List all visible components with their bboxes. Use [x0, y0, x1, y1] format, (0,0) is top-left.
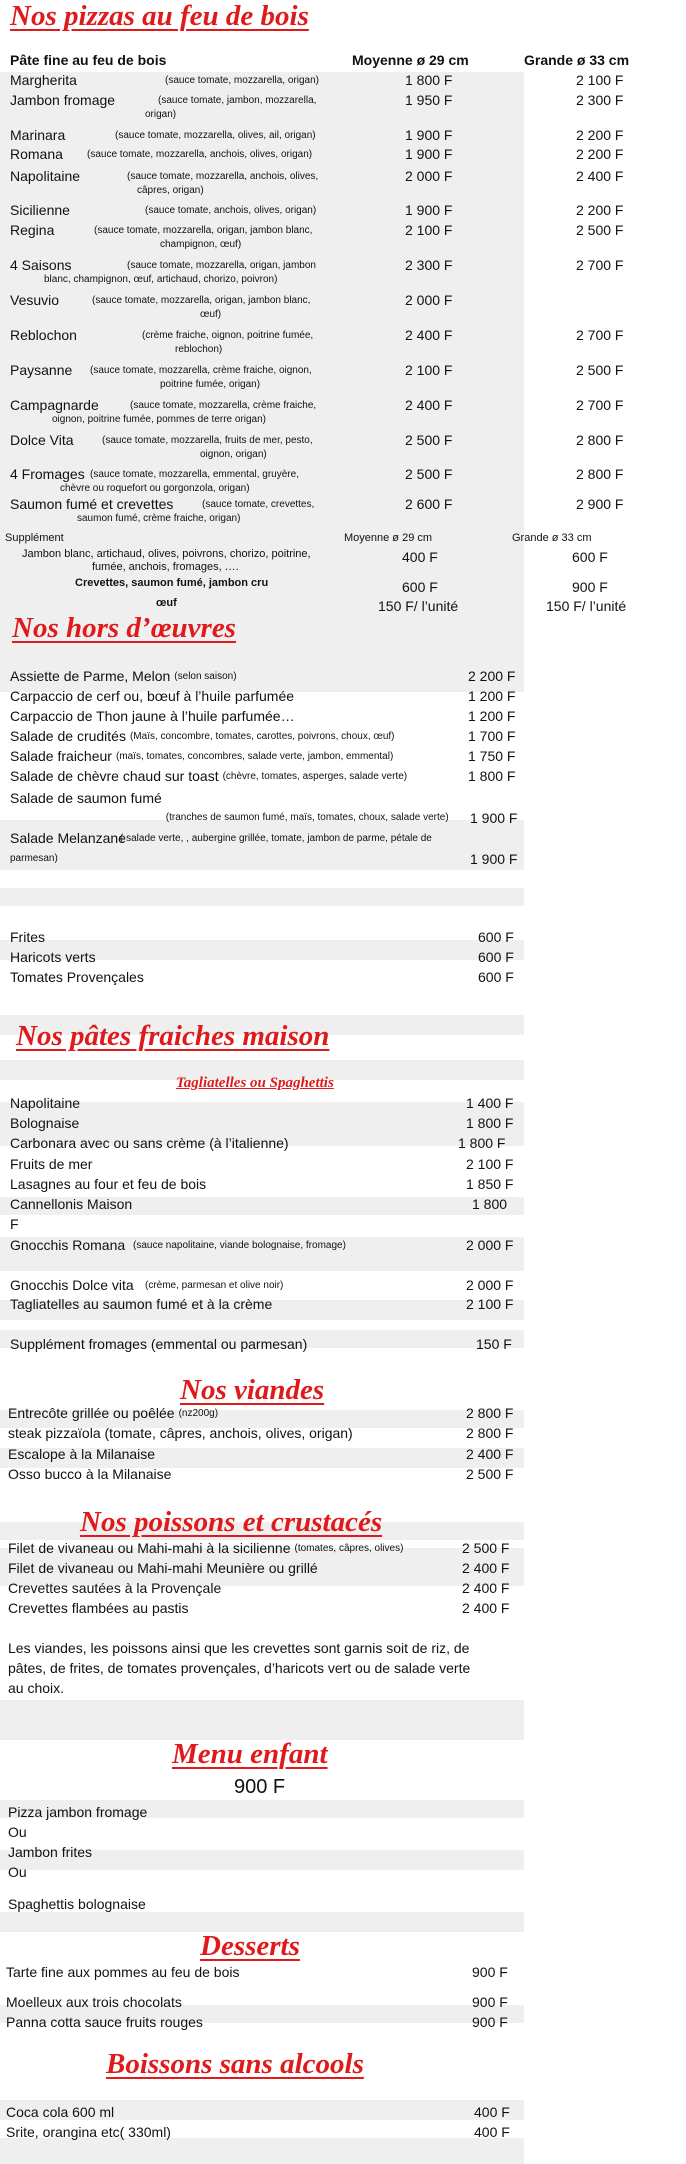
pizza-name: Sicilienne [10, 202, 70, 218]
meat-name: Osso bucco à la Milanaise [8, 1466, 172, 1482]
starter-description: (selon saison) [174, 671, 237, 682]
starter-name: Salade Melanzane [10, 830, 126, 846]
dessert-price: 900 F [472, 1994, 508, 2010]
pizza-name: Romana [10, 146, 63, 162]
starter-name: Carpaccio de cerf ou, bœuf à l’huile parfumée [10, 688, 295, 704]
dessert-name: Moelleux aux trois chocolats [6, 1994, 182, 2010]
side-price: 600 F [478, 929, 514, 945]
starter-name: Salade fraicheur [10, 748, 112, 764]
pasta-name: Tagliatelles au saumon fumé et à la crème [10, 1296, 273, 1312]
kids-option: Spaghettis bolognaise [8, 1896, 146, 1912]
pasta-title: Nos pâtes fraiches maison [16, 1020, 330, 1052]
dessert-price: 900 F [472, 1964, 508, 1980]
pasta-price: 1 800 F [466, 1115, 514, 1131]
desserts-title: Desserts [200, 1930, 300, 1962]
starter-name: Salade de chèvre chaud sur toast [10, 768, 219, 784]
pizza-name: Margherita [10, 72, 77, 88]
pasta-price: 1 800 F [458, 1135, 506, 1151]
supplement-price-large: 150 F/ l’unité [546, 598, 627, 614]
pizzas-column-name: Pâte fine au feu de bois [10, 52, 167, 68]
fish-name: Filet de vivaneau ou Mahi-mahi à la sicilienne [8, 1540, 291, 1556]
starter-price: 1 900 F [470, 851, 518, 867]
starter-price: 1 700 F [468, 728, 516, 744]
pizza-description: (sauce tomate, mozzarella, fruits de mer, pesto, [102, 435, 313, 446]
meat-price: 2 800 F [466, 1425, 514, 1441]
pasta-name: Carbonara avec ou sans crème (à l’italienne) [10, 1135, 289, 1151]
row-band [0, 1912, 524, 1932]
pizza-description: (sauce tomate, anchois, olives, origan) [145, 205, 317, 216]
dessert-name: Tarte fine aux pommes au feu de bois [6, 1964, 240, 1980]
fish-price: 2 400 F [462, 1560, 510, 1576]
pizza-price-medium: 1 900 F [405, 202, 453, 218]
pizza-description: chèvre ou roquefort ou gorgonzola, origan) [60, 483, 250, 494]
pizza-description: (sauce tomate, mozzarella, olives, ail, origan) [115, 130, 316, 141]
pizza-description: (sauce tomate, mozzarella, origan, jambon blanc, [94, 225, 313, 236]
pizza-description: (sauce tomate, mozzarella, origan) [165, 75, 319, 86]
pizza-description: (sauce tomate, mozzarella, origan, jambon [127, 260, 316, 271]
pizza-price-large: 2 700 F [576, 327, 624, 343]
pasta-subtitle: Tagliatelles ou Spaghettis [176, 1075, 334, 1091]
pizza-price-large: 2 500 F [576, 222, 624, 238]
pizza-description: oignon, origan) [200, 449, 267, 460]
pizza-price-medium: 2 400 F [405, 397, 453, 413]
pizza-description: reblochon) [175, 344, 223, 355]
pizza-name: Jambon fromage [10, 92, 116, 108]
side-price: 600 F [478, 949, 514, 965]
pizza-description: (sauce tomate, crevettes, [202, 499, 315, 510]
pizza-price-large: 2 300 F [576, 92, 624, 108]
pizza-price-medium: 2 000 F [405, 292, 453, 308]
fish-price: 2 400 F [462, 1600, 510, 1616]
pizza-price-large: 2 900 F [576, 496, 624, 512]
garnish-note: au choix. [8, 1680, 65, 1696]
pizza-price-medium: 2 500 F [405, 466, 453, 482]
pasta-name: Cannellonis Maison [10, 1196, 133, 1212]
pizza-name: Marinara [10, 127, 66, 143]
pasta-name: Gnocchis Romana [10, 1237, 126, 1253]
fish-price: 2 400 F [462, 1580, 510, 1596]
pizzas-column-large: Grande ø 33 cm [524, 52, 630, 68]
pasta-price: 2 000 F [466, 1237, 514, 1253]
pizza-description: (sauce tomate, jambon, mozzarella, [158, 95, 317, 106]
pizza-price-large: 2 200 F [576, 127, 624, 143]
supplement-price-medium: 400 F [402, 549, 438, 565]
pasta-name: Fruits de mer [10, 1156, 93, 1172]
pizza-description: champignon, œuf) [160, 239, 242, 250]
meat-name: Escalope à la Milanaise [8, 1446, 156, 1462]
pasta-price-suffix: F [10, 1216, 19, 1232]
kids-option: Ou [8, 1864, 27, 1880]
meats-title: Nos viandes [180, 1374, 325, 1406]
meat-price: 2 800 F [466, 1405, 514, 1421]
pizza-price-large: 2 800 F [576, 432, 624, 448]
pizza-description: (sauce tomate, mozzarella, origan, jambon blanc, [92, 295, 311, 306]
pizza-price-medium: 1 950 F [405, 92, 453, 108]
pasta-description: (sauce napolitaine, viande bolognaise, fromage) [133, 1240, 346, 1251]
starter-name: Salade de saumon fumé [10, 790, 162, 806]
fish-name: Crevettes sautées à la Provençale [8, 1580, 222, 1596]
pasta-name: Gnocchis Dolce vita [10, 1277, 134, 1293]
pizza-description: poitrine fumée, origan) [160, 379, 261, 390]
pizza-description: (sauce tomate, mozzarella, crème fraiche, oignon, [90, 365, 312, 376]
starter-name: Carpaccio de Thon jaune à l’huile parfumée… [10, 708, 295, 724]
supplement-price-medium: 600 F [402, 579, 438, 595]
side-price: 600 F [478, 969, 514, 985]
pizza-description: (sauce tomate, mozzarella, anchois, olives, origan) [87, 149, 313, 160]
pizza-price-medium: 2 300 F [405, 257, 453, 273]
pizza-description: origan) [145, 109, 177, 120]
pasta-description: (crème, parmesan et olive noir) [145, 1280, 284, 1291]
pizza-price-large: 2 700 F [576, 257, 624, 273]
side-name: Tomates Provençales [10, 969, 144, 985]
pasta-price: 1 800 [472, 1196, 508, 1212]
pizza-name: 4 Fromages [10, 466, 85, 482]
pasta-price: 150 F [476, 1336, 512, 1352]
row-band [0, 888, 524, 906]
starter-name: Salade de crudités [10, 728, 126, 744]
supplement-item-line1: Crevettes, saumon fumé, jambon cru [75, 577, 269, 589]
supplement-price-medium: 150 F/ l’unité [378, 598, 459, 614]
meat-price: 2 500 F [466, 1466, 514, 1482]
pasta-price: 1 850 F [466, 1176, 514, 1192]
dessert-price: 900 F [472, 2014, 508, 2030]
pizza-price-large: 2 200 F [576, 202, 624, 218]
pizza-description: oignon, poitrine fumée, pommes de terre origan) [52, 414, 267, 425]
pizza-name: Reblochon [10, 327, 77, 343]
starter-price: 1 200 F [468, 688, 516, 704]
drinks-title: Boissons sans alcools [106, 2048, 364, 2080]
pasta-name: Napolitaine [10, 1095, 81, 1111]
pizza-description: câpres, origan) [137, 185, 204, 196]
row-band [0, 2138, 524, 2164]
kids-option: Pizza jambon fromage [8, 1804, 148, 1820]
starter-description: parmesan) [10, 853, 58, 864]
supplement-label: Supplément [5, 532, 64, 544]
pasta-supplement: Supplément fromages (emmental ou parmesan) [10, 1336, 308, 1352]
pizza-price-large: 2 700 F [576, 397, 624, 413]
supplement-price-large: 900 F [572, 579, 608, 595]
pizza-price-large: 2 400 F [576, 168, 624, 184]
starter-price: 1 900 F [470, 810, 518, 826]
pizza-price-large: 2 200 F [576, 146, 624, 162]
starter-name: Assiette de Parme, Melon [10, 668, 171, 684]
pizza-name: 4 Saisons [10, 257, 72, 273]
pizza-name: Napolitaine [10, 168, 81, 184]
drink-price: 400 F [474, 2124, 510, 2140]
fish-title: Nos poissons et crustacés [80, 1506, 383, 1538]
kids-option: Jambon frites [8, 1844, 93, 1860]
row-band [0, 1700, 524, 1740]
pizza-price-large: 2 500 F [576, 362, 624, 378]
pizza-price-medium: 1 900 F [405, 127, 453, 143]
starter-price: 1 800 F [468, 768, 516, 784]
pizza-description: (sauce tomate, mozzarella, anchois, olives, [127, 171, 319, 182]
pizzas-column-medium: Moyenne ø 29 cm [352, 52, 469, 68]
pizza-price-medium: 2 000 F [405, 168, 453, 184]
supplement-item-line1: Jambon blanc, artichaud, olives, poivrons, chorizo, poitrine, [22, 548, 311, 560]
starter-price: 1 750 F [468, 748, 516, 764]
pizza-price-large: 2 800 F [576, 466, 624, 482]
starters-title: Nos hors d’œuvres [12, 612, 236, 644]
pizza-price-large: 2 100 F [576, 72, 624, 88]
pasta-price: 2 100 F [466, 1156, 514, 1172]
fish-price: 2 500 F [462, 1540, 510, 1556]
supplement-item-line2: fumée, anchois, fromages, …. [92, 561, 239, 573]
fish-name: Filet de vivaneau ou Mahi-mahi Meunière ou grillé [8, 1560, 318, 1576]
drink-price: 400 F [474, 2104, 510, 2120]
supplement-column-medium: Moyenne ø 29 cm [344, 532, 433, 544]
dessert-name: Panna cotta sauce fruits rouges [6, 2014, 203, 2030]
pizza-price-medium: 2 400 F [405, 327, 453, 343]
pasta-name: Lasagnes au four et feu de bois [10, 1176, 207, 1192]
pizzas-title: Nos pizzas au feu de bois [10, 0, 309, 32]
drink-name: Srite, orangina etc( 330ml) [6, 2124, 171, 2140]
starter-description: ( salade verte, , aubergine grillée, tomate, jambon de parme, pétale de [120, 833, 432, 844]
pizza-description: (sauce tomate, mozzarella, emmental, gruyère, [90, 469, 299, 480]
starter-description: (chèvre, tomates, asperges, salade verte) [222, 771, 408, 782]
pasta-price: 1 400 F [466, 1095, 514, 1111]
pizza-price-medium: 2 100 F [405, 222, 453, 238]
supplement-item-line1: œuf [156, 597, 177, 609]
pizza-description: (sauce tomate, mozzarella, crème fraiche, [130, 400, 317, 411]
starter-price: 1 200 F [468, 708, 516, 724]
garnish-note: Les viandes, les poissons ainsi que les crevettes sont garnis soit de riz, de [8, 1640, 470, 1656]
starter-description: (tranches de saumon fumé, maïs, tomates, choux, salade verte) [165, 812, 449, 823]
supplement-price-large: 600 F [572, 549, 608, 565]
pizza-name: Saumon fumé et crevettes [10, 496, 174, 512]
pizza-description: œuf) [200, 309, 222, 320]
pizza-price-medium: 2 600 F [405, 496, 453, 512]
kids-price: 900 F [234, 1776, 286, 1798]
kids-title: Menu enfant [172, 1738, 328, 1770]
pizza-name: Paysanne [10, 362, 73, 378]
pasta-name: Bolognaise [10, 1115, 80, 1131]
pizza-price-medium: 1 800 F [405, 72, 453, 88]
pizza-description: saumon fumé, crème fraiche, origan) [77, 513, 241, 524]
pizza-price-medium: 2 500 F [405, 432, 453, 448]
side-name: Haricots verts [10, 949, 96, 965]
starter-description: (maïs, tomates, concombres, salade verte, jambon, emmental) [115, 751, 394, 762]
supplement-column-large: Grande ø 33 cm [512, 532, 592, 544]
fish-description: (tomates, câpres, olives) [294, 1543, 404, 1554]
pizza-description: (crème fraiche, oignon, poitrine fumée, [142, 330, 314, 341]
meat-description: (nz200g) [178, 1408, 219, 1419]
starter-price: 2 200 F [468, 668, 516, 684]
meat-name: Entrecôte grillée ou poêlée [8, 1405, 175, 1421]
meat-price: 2 400 F [466, 1446, 514, 1462]
fish-name: Crevettes flambées au pastis [8, 1600, 189, 1616]
pasta-price: 2 100 F [466, 1296, 514, 1312]
drink-name: Coca cola 600 ml [6, 2104, 115, 2120]
pizza-price-medium: 2 100 F [405, 362, 453, 378]
pizza-name: Regina [10, 222, 55, 238]
pizza-name: Campagnarde [10, 397, 99, 413]
starter-description: (Maïs, concombre, tomates, carottes, poivrons, choux, œuf) [129, 731, 395, 742]
kids-option: Ou [8, 1824, 27, 1840]
pizza-name: Vesuvio [10, 292, 60, 308]
pizza-price-medium: 1 900 F [405, 146, 453, 162]
pizza-name: Dolce Vita [10, 432, 74, 448]
pizza-description: blanc, champignon, œuf, artichaud, chorizo, poivron) [44, 274, 278, 285]
pasta-price: 2 000 F [466, 1277, 514, 1293]
meat-name: steak pizzaïola (tomate, câpres, anchois, olives, origan) [8, 1425, 353, 1441]
garnish-note: pâtes, de frites, de tomates provençales, d’haricots vert ou de salade verte [8, 1660, 471, 1676]
side-name: Frites [10, 929, 45, 945]
